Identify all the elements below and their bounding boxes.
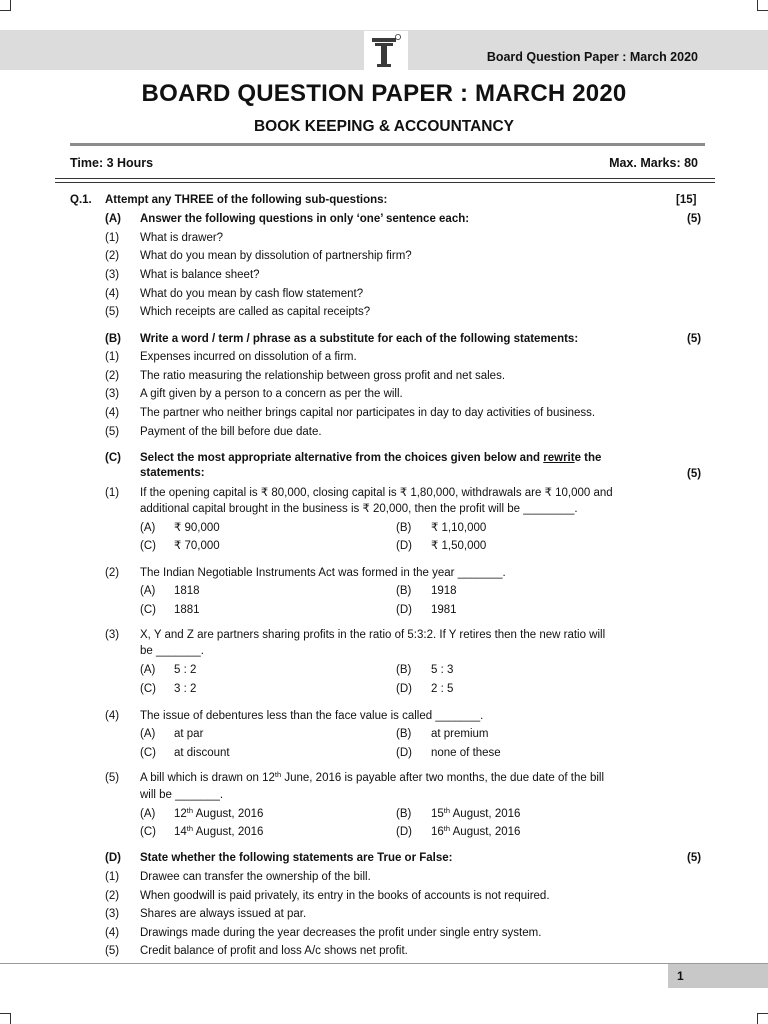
option-value: at premium — [431, 728, 489, 740]
option-label: (A) — [140, 522, 156, 534]
mcq-stem: X, Y and Z are partners sharing profits in the ratio of 5:3:2. If Y retires then the new ratio will — [140, 629, 606, 641]
option-value: 1981 — [431, 604, 457, 616]
option-label: (D) — [396, 604, 412, 616]
section-b-marks: (5) — [687, 333, 702, 345]
list-item-number: (5) — [105, 306, 120, 318]
option-value: 5 : 2 — [174, 664, 197, 676]
crop-mark-top-left — [0, 0, 11, 11]
option-value: 1918 — [431, 585, 457, 597]
mcq-number: (4) — [105, 710, 120, 722]
section-a-heading: Answer the following questions in only ‘one’ sentence each: — [140, 213, 470, 225]
option-label: (D) — [396, 683, 412, 695]
list-item: A gift given by a person to a concern as per the will. — [140, 388, 403, 400]
option-label: (B) — [396, 808, 412, 820]
option-label: (C) — [140, 826, 156, 838]
list-item: What is balance sheet? — [140, 269, 260, 281]
list-item-number: (4) — [105, 927, 120, 939]
publisher-logo-icon — [364, 31, 408, 71]
list-item: What is drawer? — [140, 232, 224, 244]
section-c-heading-cont: statements: — [140, 467, 205, 479]
list-item-number: (1) — [105, 232, 120, 244]
option-value: at par — [174, 728, 204, 740]
section-a-label: (A) — [105, 213, 121, 225]
list-item-number: (5) — [105, 945, 120, 957]
section-c-marks: (5) — [687, 468, 702, 480]
list-item: The ratio measuring the relationship between gross profit and net sales. — [140, 370, 506, 382]
mcq-stem: A bill which is drawn on 12th June, 2016 is payable after two months, the due date of the bill — [140, 770, 605, 784]
mcq-stem-cont: be _______. — [140, 645, 204, 657]
option-label: (B) — [396, 522, 412, 534]
list-item-number: (3) — [105, 388, 120, 400]
mcq-stem: The issue of debentures less than the face value is called _______. — [140, 710, 484, 722]
option-label: (B) — [396, 664, 412, 676]
option-label: (A) — [140, 808, 156, 820]
option-value: ₹ 1,10,000 — [431, 522, 487, 534]
option-value: ₹ 90,000 — [174, 522, 220, 534]
option-label: (C) — [140, 747, 156, 759]
meta-divider — [55, 178, 715, 183]
mcq-stem: If the opening capital is ₹ 80,000, closing capital is ₹ 1,80,000, withdrawals are ₹ 10,000 and — [140, 487, 613, 499]
option-value: 15th August, 2016 — [431, 806, 521, 820]
option-value: ₹ 1,50,000 — [431, 540, 487, 552]
mcq-stem: The Indian Negotiable Instruments Act was formed in the year _______. — [140, 567, 506, 579]
subject-title: BOOK KEEPING & ACCOUNTANCY — [253, 118, 515, 135]
section-c-label: (C) — [105, 452, 121, 464]
option-value: 1818 — [174, 585, 200, 597]
crop-mark-top-right — [757, 0, 768, 11]
crop-mark-bottom-right — [757, 1013, 768, 1024]
list-item: Credit balance of profit and loss A/c shows net profit. — [140, 945, 408, 957]
list-item-number: (2) — [105, 890, 120, 902]
list-item: Drawings made during the year decreases the profit under single entry system. — [140, 927, 542, 939]
running-header: Board Question Paper : March 2020 — [486, 50, 698, 64]
mcq-number: (5) — [105, 772, 120, 784]
section-d-marks: (5) — [687, 852, 702, 864]
option-label: (A) — [140, 664, 156, 676]
option-label: (B) — [396, 728, 412, 740]
section-b-heading: Write a word / term / phrase as a substitute for each of the following statements: — [140, 333, 579, 345]
section-c-heading: Select the most appropriate alternative from the choices given below and rewrite the — [140, 452, 602, 464]
option-label: (C) — [140, 540, 156, 552]
list-item: The partner who neither brings capital nor participates in day to day activities of business. — [140, 407, 596, 419]
time-label: Time: 3 Hours — [70, 156, 154, 170]
mcq-number: (3) — [105, 629, 120, 641]
page-number: 1 — [677, 969, 684, 983]
option-label: (C) — [140, 604, 156, 616]
list-item-number: (2) — [105, 250, 120, 262]
list-item-number: (2) — [105, 370, 120, 382]
list-item-number: (3) — [105, 908, 120, 920]
list-item: What do you mean by cash flow statement? — [140, 288, 364, 300]
option-label: (D) — [396, 747, 412, 759]
mcq-number: (2) — [105, 567, 120, 579]
list-item-number: (4) — [105, 288, 120, 300]
mcq-stem-cont: additional capital brought in the business is ₹ 20,000, then the profit will be ________. — [140, 503, 578, 515]
list-item-number: (1) — [105, 351, 120, 363]
max-marks-label: Max. Marks: 80 — [609, 156, 698, 170]
page-title: BOARD QUESTION PAPER : MARCH 2020 — [141, 80, 627, 107]
list-item-number: (3) — [105, 269, 120, 281]
option-value: 3 : 2 — [174, 683, 197, 695]
option-label: (A) — [140, 585, 156, 597]
mcq-stem-cont: will be _______. — [140, 789, 224, 801]
question-instruction: Attempt any THREE of the following sub-questions: — [105, 194, 388, 206]
list-item: Drawee can transfer the ownership of the bill. — [140, 871, 371, 883]
list-item: What do you mean by dissolution of partnership firm? — [140, 250, 412, 262]
option-value: 1881 — [174, 604, 200, 616]
option-value: 16th August, 2016 — [431, 824, 521, 838]
question-number: Q.1. — [70, 194, 92, 206]
list-item: Shares are always issued at par. — [140, 908, 307, 920]
mcq-number: (1) — [105, 487, 120, 499]
option-label: (A) — [140, 728, 156, 740]
option-value: 5 : 3 — [431, 664, 454, 676]
option-value: ₹ 70,000 — [174, 540, 220, 552]
section-d-heading: State whether the following statements are True or False: — [140, 852, 453, 864]
section-a-marks: (5) — [687, 213, 702, 225]
list-item-number: (4) — [105, 407, 120, 419]
option-value: 14th August, 2016 — [174, 824, 264, 838]
section-b-label: (B) — [105, 333, 121, 345]
list-item: Payment of the bill before due date. — [140, 426, 322, 438]
option-label: (B) — [396, 585, 412, 597]
option-value: 2 : 5 — [431, 683, 454, 695]
option-value: 12th August, 2016 — [174, 806, 264, 820]
list-item: Expenses incurred on dissolution of a firm. — [140, 351, 357, 363]
list-item: When goodwill is paid privately, its entry in the books of accounts is not required. — [140, 890, 550, 902]
question-marks: [15] — [676, 194, 697, 206]
crop-mark-bottom-left — [0, 1013, 11, 1024]
list-item-number: (5) — [105, 426, 120, 438]
section-d-label: (D) — [105, 852, 121, 864]
option-value: none of these — [431, 747, 501, 759]
list-item: Which receipts are called as capital receipts? — [140, 306, 371, 318]
title-divider — [70, 143, 705, 146]
list-item-number: (1) — [105, 871, 120, 883]
option-label: (D) — [396, 826, 412, 838]
option-label: (C) — [140, 683, 156, 695]
footer-divider — [0, 963, 768, 964]
option-value: at discount — [174, 747, 230, 759]
option-label: (D) — [396, 540, 412, 552]
